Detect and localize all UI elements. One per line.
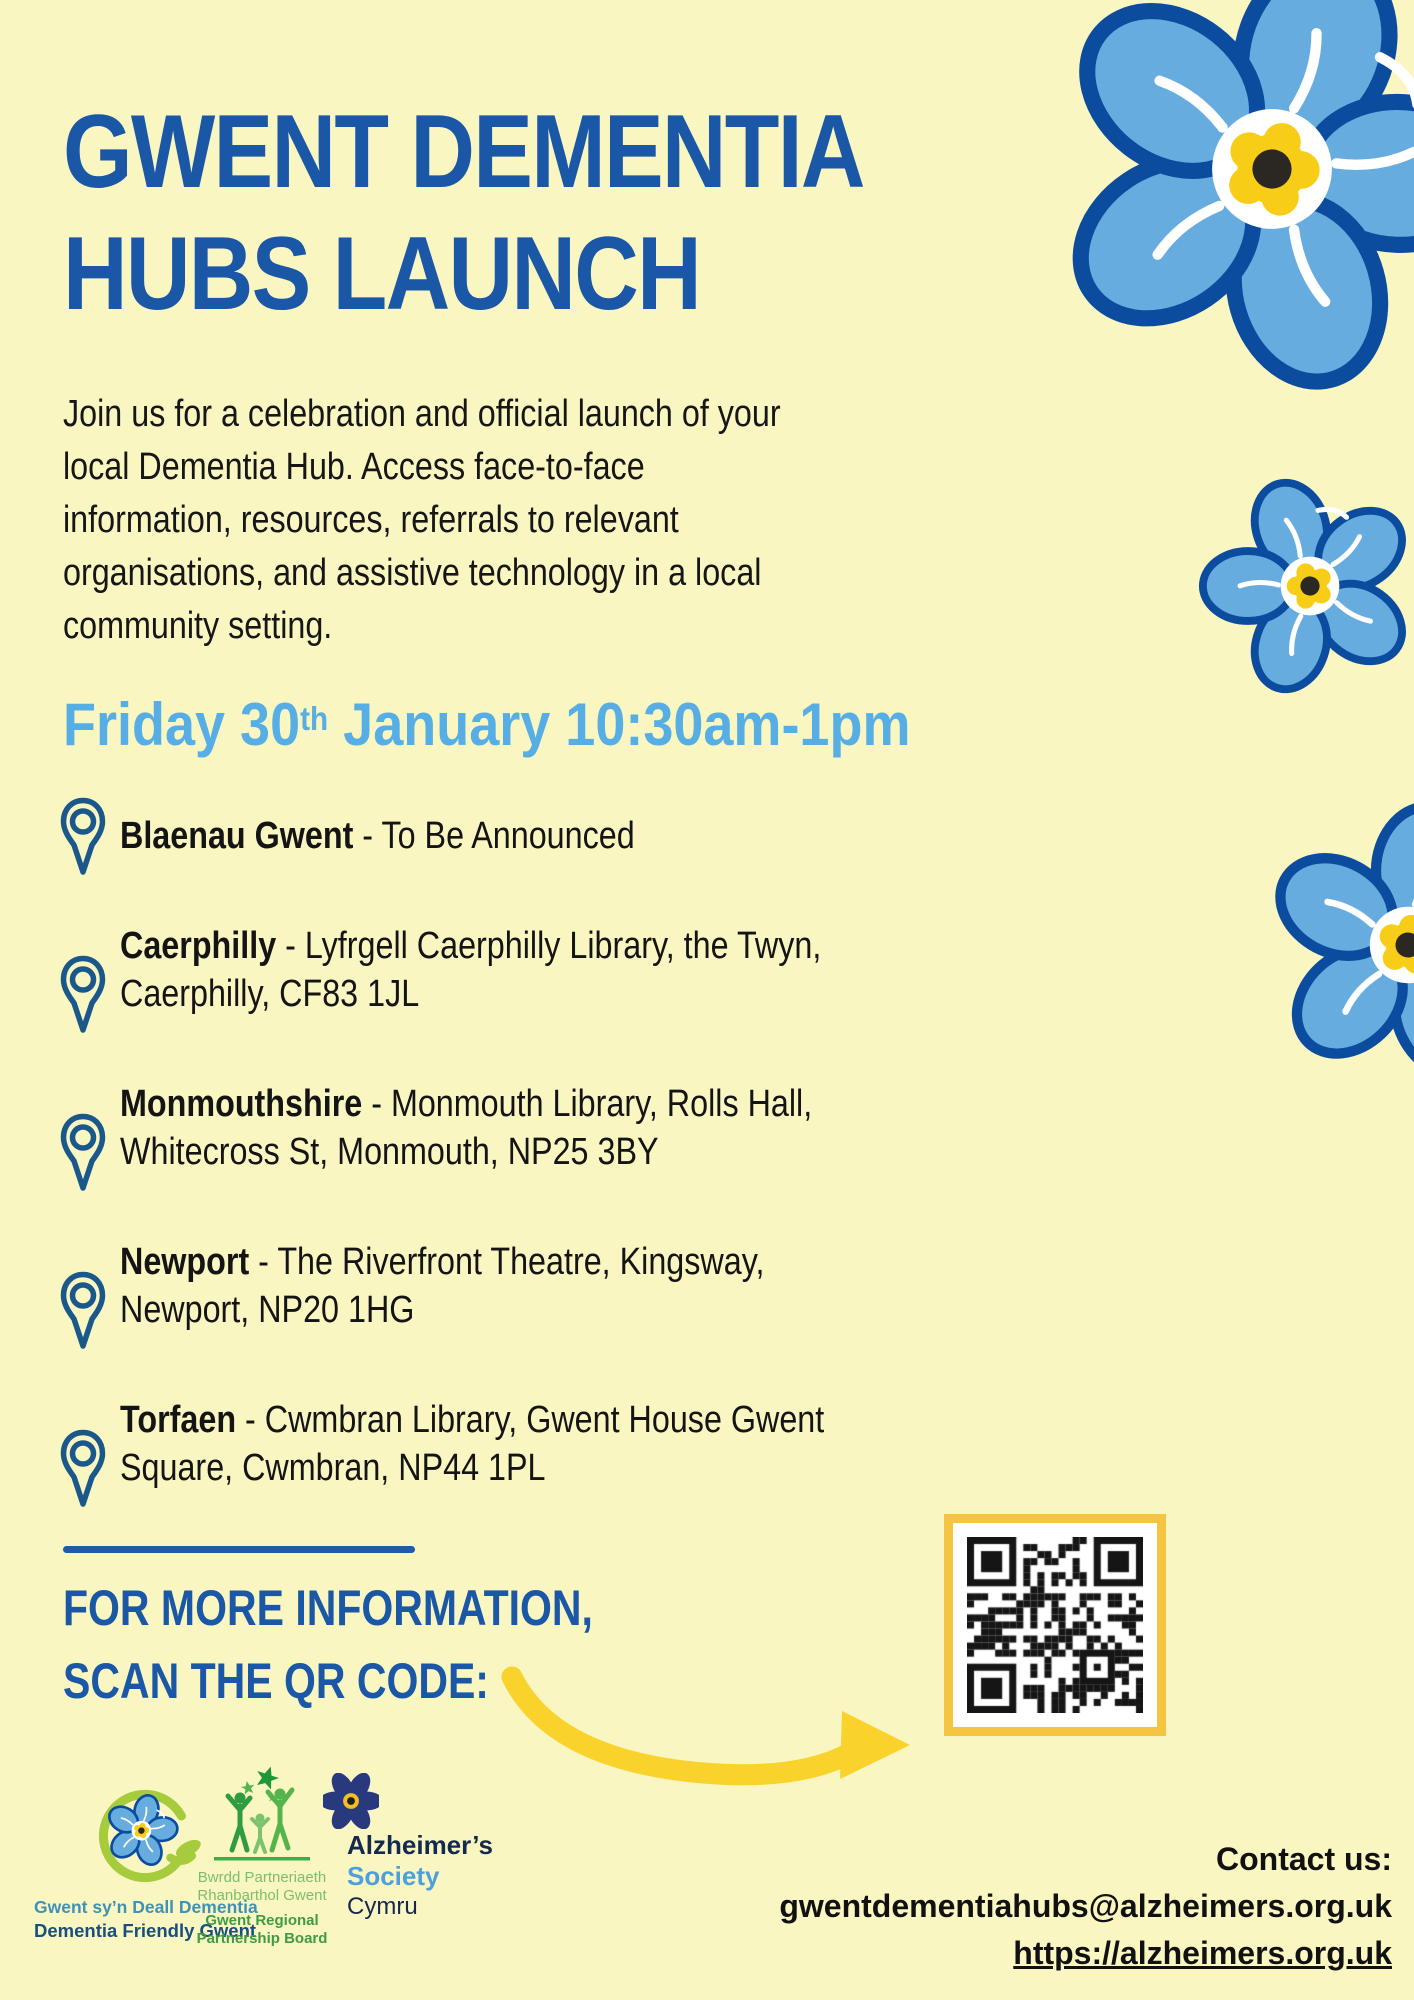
contact-block — [779, 1836, 1392, 1977]
location-line: Caerphilly, CF83 1JL — [120, 973, 420, 1015]
location-item-blaenau-gwent — [58, 812, 949, 860]
contact-email[interactable]: gwentdementiahubs@alzheimers.org.uk — [779, 1888, 1392, 1924]
logo-alzheimers-society-cymru — [318, 1770, 518, 1921]
alz-name-line: Alzheimer’s — [347, 1830, 493, 1860]
qr-code — [944, 1514, 1166, 1736]
dfg-welsh-name: Gwent sy’n Deall Dementia — [34, 1897, 258, 1917]
title-line-2: HUBS LAUNCH — [63, 215, 700, 332]
cta-line-1: FOR MORE INFORMATION, — [63, 1580, 593, 1636]
map-pin-icon — [58, 1270, 108, 1352]
location-line: Newport, NP20 1HG — [120, 1289, 415, 1331]
grpb-welsh-line-1: Bwrdd Partneriaeth — [197, 1869, 327, 1886]
intro-line: organisations, and assistive technology in a local — [63, 552, 762, 594]
location-line: Blaenau Gwent - To Be Announced — [120, 815, 635, 857]
grpb-english-line-1: Gwent Regional — [205, 1912, 319, 1929]
location-item-caerphilly — [58, 922, 949, 1018]
intro-line: community setting. — [63, 605, 333, 647]
alz-society-line: Society — [347, 1861, 440, 1891]
alz-cymru-line: Cymru — [347, 1893, 418, 1920]
contact-heading: Contact us: — [1216, 1841, 1392, 1877]
ordinal-suffix: th — [300, 700, 329, 738]
location-item-monmouthshire — [58, 1080, 949, 1176]
location-line: Caerphilly - Lyfrgell Caerphilly Library, the Twyn, — [120, 925, 822, 967]
location-item-newport — [58, 1238, 949, 1334]
location-line: Torfaen - Cwmbran Library, Gwent House Gwent — [120, 1399, 825, 1441]
intro-line: information, resources, referrals to relevant — [63, 499, 679, 541]
page-title — [63, 92, 864, 335]
qr-code-pattern — [967, 1537, 1143, 1713]
forget-me-not-flower-medium — [1195, 471, 1414, 701]
map-pin-icon — [58, 1112, 108, 1194]
location-line: Newport - The Riverfront Theatre, Kingsway, — [120, 1241, 765, 1283]
cta-line-2: SCAN THE QR CODE: — [63, 1653, 489, 1709]
map-pin-icon — [58, 796, 108, 878]
location-list — [58, 812, 949, 1554]
event-date-heading: Friday 30th January 10:30am-1pm — [63, 691, 911, 758]
contact-url-link[interactable]: https://alzheimers.org.uk — [1013, 1935, 1392, 1971]
map-pin-icon — [58, 1428, 108, 1510]
curved-arrow-icon — [498, 1655, 918, 1800]
family-stars-icon — [210, 1766, 314, 1864]
grpb-welsh-line-2: Rhanbarthol Gwent — [197, 1887, 327, 1904]
forget-me-not-flower-bottom — [1258, 795, 1414, 1095]
intro-line: local Dementia Hub. Access face-to-face — [63, 446, 645, 488]
location-line: Whitecross St, Monmouth, NP25 3BY — [120, 1131, 659, 1173]
dementia-friendly-gwent-icon — [89, 1780, 201, 1892]
grpb-english-line-2: Partnership Board — [196, 1930, 328, 1947]
divider-line — [63, 1546, 415, 1553]
logo-gwent-regional-partnership-board — [196, 1766, 328, 1948]
location-line: Square, Cwmbran, NP44 1PL — [120, 1447, 546, 1489]
forget-me-not-flower-large — [1037, 0, 1414, 404]
dfg-english-name: Dementia Friendly Gwent — [34, 1920, 257, 1941]
location-item-torfaen — [58, 1396, 949, 1492]
intro-paragraph — [63, 388, 781, 653]
map-pin-icon — [58, 954, 108, 1036]
location-line: Monmouthshire - Monmouth Library, Rolls Hall, — [120, 1083, 813, 1125]
alzheimers-flower-icon — [323, 1773, 379, 1829]
title-line-1: GWENT DEMENTIA — [63, 94, 864, 210]
intro-line: Join us for a celebration and official launch of your — [63, 393, 781, 435]
